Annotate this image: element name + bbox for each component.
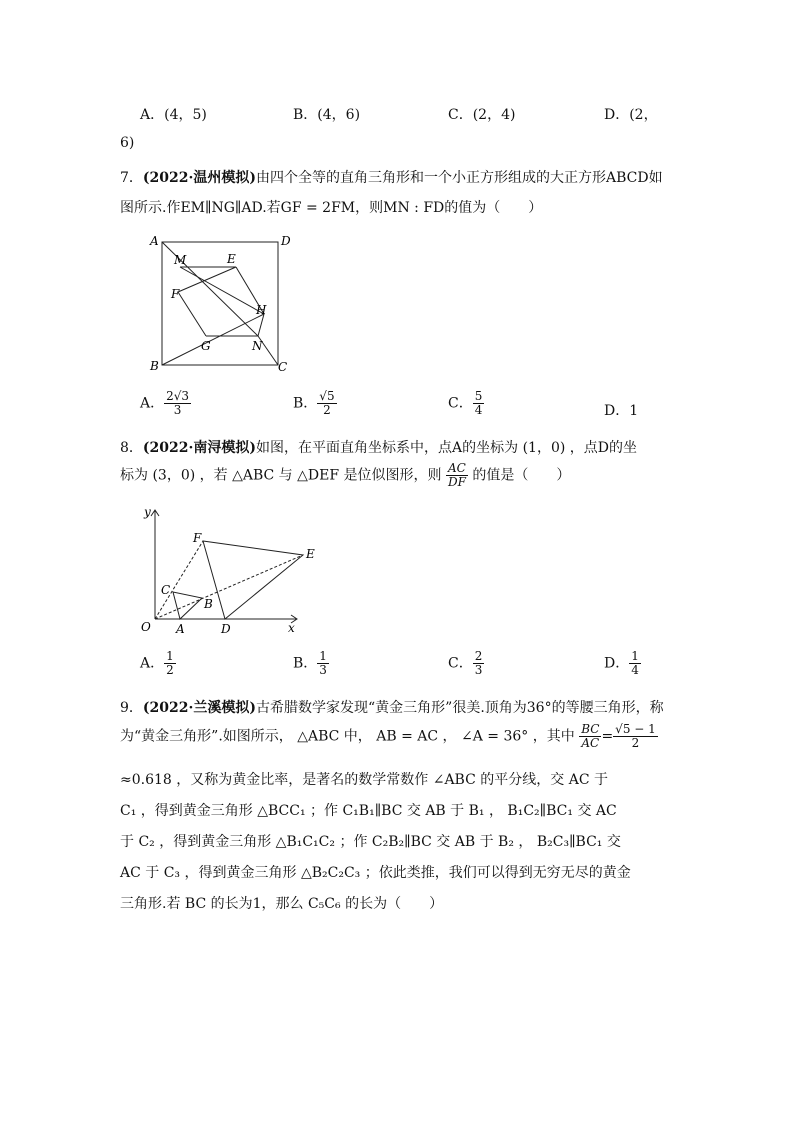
q8-number: 8． (120, 440, 143, 456)
q8-label-a: A (176, 622, 185, 636)
q7-label-a: A (150, 234, 159, 248)
q9-source: (2022·兰溪模拟) (142, 700, 257, 716)
q7-line-fg (178, 292, 206, 336)
q8-option-c: C． $\frac{2}{3}$ (448, 649, 483, 677)
q7-label-n: N (252, 339, 263, 353)
q9-line6: AC 于 C₃ ，得到黄金三角形 △B₂C₂C₃ ；依此类推，我们可以得到无穷无尽的黄金 (120, 865, 631, 881)
q8-triangle-def (203, 541, 303, 619)
q9-line2: 为“黄金三角形”.如图所示， △ABC 中， AB = AC ， ∠A = 36° ，其中 $\frac{BC}{AC}$ = $\frac{√5 - 1}{2}$ (120, 722, 656, 750)
q9-line3: ≈0.618 ，又称为黄金比率，是著名的数学常数作 ∠ABC 的平分线，交 AC 于 (120, 772, 608, 788)
q8-label-f: F (193, 531, 202, 545)
q8-label-x: x (288, 621, 295, 635)
q7-label-g: G (201, 339, 211, 353)
q8-label-e: E (306, 547, 315, 561)
q7-label-f: F (171, 287, 180, 301)
q6-option-c: C．(2，4) (448, 107, 516, 123)
q9-line1 (120, 697, 664, 717)
q8-label-b: B (204, 597, 213, 611)
q9-number: 9． (120, 700, 143, 716)
q9-line7: 三角形.若 BC 的长为1，那么 C₅C₆ 的长为（ ） (120, 896, 444, 912)
q7-source: (2022·温州模拟) (142, 170, 257, 186)
q8-option-b: B． $\frac{1}{3}$ (293, 649, 327, 677)
q7-label-d: D (281, 234, 291, 248)
q7-line1 (120, 167, 663, 187)
q8-source: (2022·南浔模拟) (142, 440, 257, 456)
q9-line5: 于 C₂ ，得到黄金三角形 △B₁C₁C₂ ；作 C₂B₂∥BC 交 AB 于 B₂ ， B₂C₃∥BC₁ 交 (120, 834, 621, 850)
q7-option-a: A． $\frac{2√3}{3}$ (140, 389, 190, 417)
q7-option-c: C． $\frac{5}{4}$ (448, 389, 483, 417)
q7-line-hn (258, 314, 264, 336)
q7-number: 7． (120, 170, 143, 186)
q7-text-1: 由四个全等的直角三角形和一个小正方形组成的大正方形ABCD如 (256, 170, 663, 186)
q8-label-y: y (144, 505, 151, 519)
q7-label-c: C (278, 360, 288, 374)
q7-label-m: M (174, 253, 187, 267)
q8-label-d: D (221, 622, 231, 636)
q6-option-d: D．(2， (604, 107, 658, 123)
q8-figure (135, 500, 315, 640)
q7-figure (140, 230, 310, 380)
q7-option-b: B． $\frac{√5}{2}$ (293, 389, 335, 417)
q7-label-b: B (150, 359, 159, 373)
q6-option-b: B．(4，6) (293, 107, 361, 123)
q8-option-d: D． $\frac{1}{4}$ (604, 649, 639, 677)
q7-label-h: H (256, 303, 267, 317)
q8-label-o: O (141, 620, 151, 634)
q9-text-1: 古希腊数学家发现“黄金三角形”很美.顶角为36°的等腰三角形，称 (256, 700, 664, 716)
q7-line2: 图所示.作EM∥NG∥AD.若GF = 2FM，则MN : FD的值为（ ） (120, 200, 543, 216)
q7-line-mh (180, 267, 264, 314)
q8-ray-of (155, 541, 203, 619)
q7-label-e: E (227, 252, 236, 266)
q8-option-a: A． $\frac{1}{2}$ (140, 649, 174, 677)
q7-line-bh (162, 314, 264, 365)
q8-line2: 标为 (3，0) ，若 △ABC 与 △DEF 是位似图形，则 $\frac{AC}{DF}$ 的值是（ ） (120, 461, 571, 489)
q6-option-a: A．(4，5) (140, 107, 207, 123)
q7-option-d: D．1 (604, 403, 639, 419)
q8-line1 (120, 437, 637, 457)
q8-text-1: 如图，在平面直角坐标系中，点A的坐标为 (1，0) ，点D的坐 (256, 440, 637, 456)
q8-label-c: C (161, 583, 171, 597)
q8-triangle-abc (173, 592, 202, 619)
q6-option-d-wrap: 6) (120, 135, 135, 151)
q9-line4: C₁ ，得到黄金三角形 △BCC₁ ；作 C₁B₁∥BC 交 AB 于 B₁ ， B₁C₂∥BC₁ 交 AC (120, 803, 617, 819)
